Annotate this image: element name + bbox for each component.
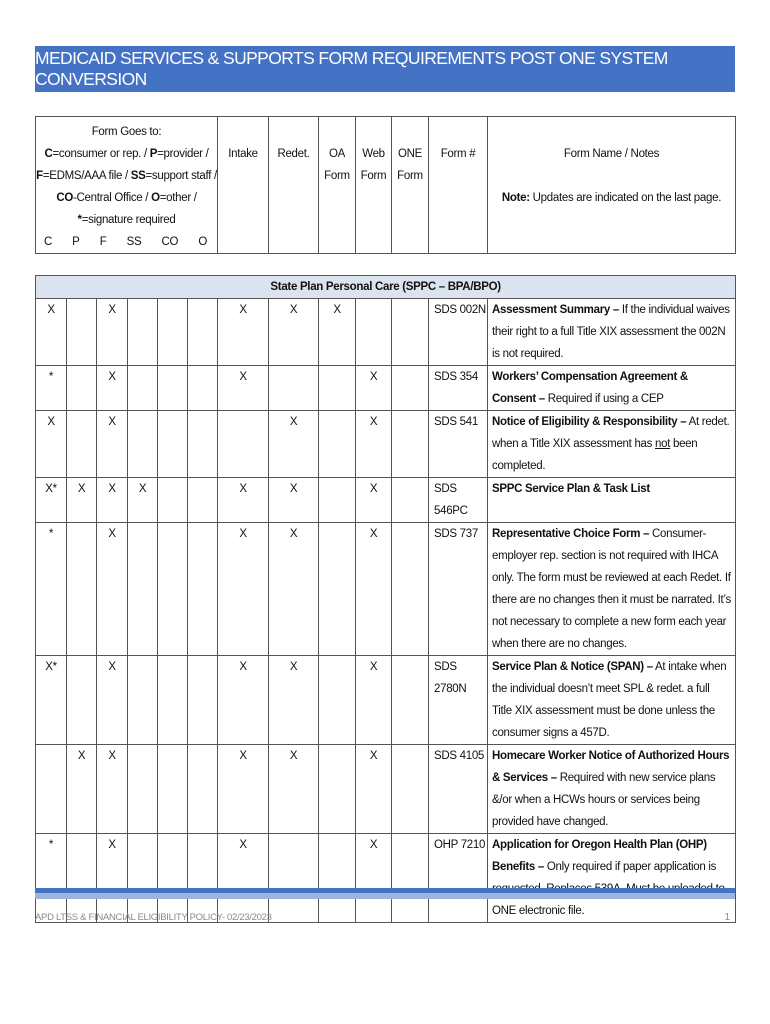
recipient-codes xyxy=(36,231,217,253)
form-name: Representative Choice Form – xyxy=(492,528,650,540)
form-name: Homecare Worker Notice of Authorized Hours & Services – xyxy=(492,750,730,784)
cell-f: X xyxy=(97,366,128,411)
cell-web: X xyxy=(356,745,392,834)
form-name: Notice of Eligibility & Responsibility – xyxy=(492,416,687,428)
cell-one xyxy=(392,366,429,411)
cell-redet xyxy=(269,834,319,923)
code-o: O xyxy=(198,236,207,248)
cell-intake: X xyxy=(218,299,269,366)
cell-oa xyxy=(319,656,356,745)
legend-line-4: *=signature required xyxy=(77,214,176,226)
form-name-notes xyxy=(488,299,736,366)
cell-one xyxy=(392,745,429,834)
cell-o xyxy=(188,478,218,523)
cell-c: * xyxy=(36,366,67,411)
cell-web: X xyxy=(356,478,392,523)
cell-redet: X xyxy=(269,299,319,366)
table-row xyxy=(36,745,736,834)
cell-o xyxy=(188,834,218,923)
cell-c: * xyxy=(36,523,67,656)
form-name-notes xyxy=(488,478,736,523)
redet-header: Redet. xyxy=(269,117,319,254)
cell-o xyxy=(188,523,218,656)
cell-redet: X xyxy=(269,745,319,834)
form-note: At intake when the individual doesn’t meet SPL & redet. a full Title XIX assessment must be done unless the consumer signs a 457D. xyxy=(492,661,727,739)
cell-c: X xyxy=(36,299,67,366)
cell-ss: X xyxy=(128,478,158,523)
cell-o xyxy=(188,299,218,366)
legend-line-1: C=consumer or rep. / P=provider / xyxy=(44,148,209,160)
cell-redet xyxy=(269,366,319,411)
one-form-header: ONE Form xyxy=(392,117,429,254)
table-row xyxy=(36,523,736,656)
legend-line-2: F=EDMS/AAA file / SS=support staff / xyxy=(36,170,217,182)
cell-o xyxy=(188,656,218,745)
code-co: CO xyxy=(161,236,179,248)
form-name: SPPC Service Plan & Task List xyxy=(492,483,650,495)
form-number: SDS 546PC xyxy=(429,478,488,523)
cell-ss xyxy=(128,366,158,411)
form-note: Required if using a CEP xyxy=(544,393,664,405)
form-note: Consumer-employer rep. section is not required with IHCA only. The form must be reviewed at each Redet. If there are no changes then it must be narrated. It’s not necessary to complete a new form each year when there are no changes. xyxy=(492,528,731,650)
code-ss: SS xyxy=(126,236,142,248)
form-name-notes xyxy=(488,834,736,923)
cell-oa xyxy=(319,366,356,411)
cell-one xyxy=(392,299,429,366)
cell-f: X xyxy=(97,745,128,834)
form-note: Required with new service plans &/or when a HCWs hours or services being provided have changed. xyxy=(492,772,716,828)
form-number: SDS 541 xyxy=(429,411,488,478)
form-number-header: Form # xyxy=(429,117,488,254)
cell-oa xyxy=(319,523,356,656)
form-goes-to-header xyxy=(36,117,218,254)
cell-c xyxy=(36,745,67,834)
code-p: P xyxy=(72,236,80,248)
cell-one xyxy=(392,411,429,478)
cell-intake: X xyxy=(218,478,269,523)
cell-o xyxy=(188,745,218,834)
cell-o xyxy=(188,366,218,411)
cell-intake: X xyxy=(218,656,269,745)
table-row xyxy=(36,411,736,478)
cell-one xyxy=(392,523,429,656)
cell-one xyxy=(392,478,429,523)
cell-ss xyxy=(128,834,158,923)
table-row xyxy=(36,656,736,745)
cell-f: X xyxy=(97,834,128,923)
form-goes-to-title: Form Goes to: xyxy=(91,126,162,138)
cell-oa: X xyxy=(319,299,356,366)
cell-p xyxy=(67,656,97,745)
cell-p xyxy=(67,834,97,923)
cell-web: X xyxy=(356,656,392,745)
cell-oa xyxy=(319,834,356,923)
intake-header: Intake xyxy=(218,117,269,254)
form-note: If the individual waives their right to a full Title XIX assessment the 002N is not required. xyxy=(492,304,730,360)
cell-p xyxy=(67,299,97,366)
form-number: SDS 002N xyxy=(429,299,488,366)
cell-p xyxy=(67,366,97,411)
cell-ss xyxy=(128,523,158,656)
form-requirements-table xyxy=(35,275,736,923)
form-number: SDS 2780N xyxy=(429,656,488,745)
code-c: C xyxy=(44,236,53,248)
form-number: OHP 7210 xyxy=(429,834,488,923)
cell-co xyxy=(158,523,188,656)
footer-text: APD LTSS & FINANCIAL ELIGIBILITY POLICY- 02/23/2023 xyxy=(35,912,272,923)
table-row xyxy=(36,366,736,411)
form-note: been completed. xyxy=(492,438,698,472)
form-name: Workers’ Compensation Agreement & Consent – xyxy=(492,371,688,405)
cell-co xyxy=(158,411,188,478)
cell-intake: X xyxy=(218,366,269,411)
cell-oa xyxy=(319,411,356,478)
form-number: SDS 737 xyxy=(429,523,488,656)
cell-c: X xyxy=(36,411,67,478)
cell-co xyxy=(158,745,188,834)
form-name-header xyxy=(488,117,736,254)
table-row xyxy=(36,834,736,923)
cell-oa xyxy=(319,745,356,834)
cell-web: X xyxy=(356,523,392,656)
cell-ss xyxy=(128,411,158,478)
code-f: F xyxy=(99,236,107,248)
header-table xyxy=(35,116,736,254)
form-name-title: Form Name / Notes xyxy=(563,148,660,160)
form-name: Service Plan & Notice (SPAN) – xyxy=(492,661,653,673)
cell-intake: X xyxy=(218,523,269,656)
oa-form-header: OA Form xyxy=(319,117,356,254)
form-name-notes xyxy=(488,366,736,411)
form-note: At redet. when a Title XIX assessment has xyxy=(492,416,730,450)
cell-web xyxy=(356,299,392,366)
cell-co xyxy=(158,478,188,523)
cell-redet: X xyxy=(269,656,319,745)
form-name-notes xyxy=(488,411,736,478)
cell-c: X* xyxy=(36,656,67,745)
cell-p xyxy=(67,411,97,478)
form-name-notes xyxy=(488,745,736,834)
page-number: 1 xyxy=(724,912,730,923)
cell-redet: X xyxy=(269,411,319,478)
cell-ss xyxy=(128,299,158,366)
form-number: SDS 354 xyxy=(429,366,488,411)
cell-c: X* xyxy=(36,478,67,523)
table-row xyxy=(36,299,736,366)
web-form-header: Web Form xyxy=(356,117,392,254)
updates-note: Note: Updates are indicated on the last page. xyxy=(501,192,722,204)
cell-intake: X xyxy=(218,745,269,834)
cell-web: X xyxy=(356,366,392,411)
cell-co xyxy=(158,366,188,411)
cell-ss xyxy=(128,745,158,834)
footer-bar-light xyxy=(35,893,735,899)
form-note: not xyxy=(655,438,671,450)
cell-co xyxy=(158,656,188,745)
cell-p: X xyxy=(67,745,97,834)
cell-o xyxy=(188,411,218,478)
cell-f: X xyxy=(97,299,128,366)
cell-co xyxy=(158,834,188,923)
form-name-notes xyxy=(488,523,736,656)
cell-p xyxy=(67,523,97,656)
form-number: SDS 4105 xyxy=(429,745,488,834)
form-name-notes xyxy=(488,656,736,745)
cell-f: X xyxy=(97,478,128,523)
cell-f: X xyxy=(97,411,128,478)
cell-intake xyxy=(218,411,269,478)
cell-c: * xyxy=(36,834,67,923)
page-title: MEDICAID SERVICES & SUPPORTS FORM REQUIREMENTS POST ONE SYSTEM CONVERSION xyxy=(35,46,735,92)
cell-intake: X xyxy=(218,834,269,923)
cell-ss xyxy=(128,656,158,745)
table-row xyxy=(36,478,736,523)
cell-one xyxy=(392,656,429,745)
form-name: Assessment Summary – xyxy=(492,304,619,316)
cell-redet: X xyxy=(269,478,319,523)
legend-line-3: CO-Central Office / O=other / xyxy=(56,192,197,204)
cell-web: X xyxy=(356,411,392,478)
cell-f: X xyxy=(97,656,128,745)
form-note: Only required if paper application is ONE electronic file. xyxy=(492,861,717,917)
cell-p: X xyxy=(67,478,97,523)
cell-co xyxy=(158,299,188,366)
section-title: State Plan Personal Care (SPPC – BPA/BPO) xyxy=(36,276,736,299)
form-name: Application for Oregon Health Plan (OHP) Benefits – xyxy=(492,839,707,873)
cell-redet: X xyxy=(269,523,319,656)
cell-web: X xyxy=(356,834,392,923)
cell-oa xyxy=(319,478,356,523)
cell-f: X xyxy=(97,523,128,656)
cell-one xyxy=(392,834,429,923)
